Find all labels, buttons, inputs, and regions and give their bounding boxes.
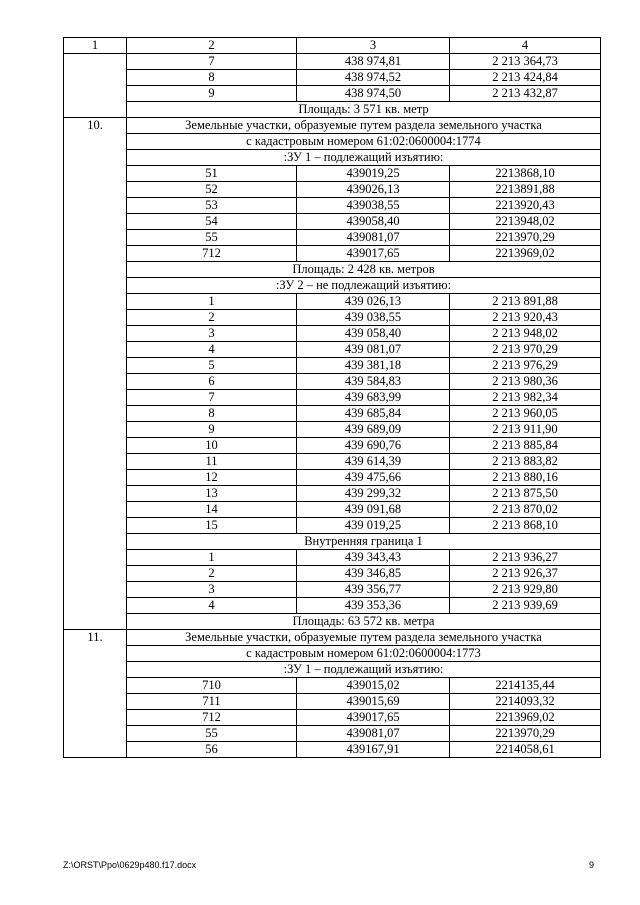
group-label: :ЗУ 2 – не подлежащий изъятию:	[127, 278, 601, 294]
section-title-line: с кадастровым номером 61:02:0600004:1774	[127, 134, 601, 150]
coordinate-x: 439019,25	[297, 166, 450, 182]
coordinate-x: 439 353,36	[297, 598, 450, 614]
coordinate-y: 2 213 920,43	[450, 310, 601, 326]
header-cell: 4	[450, 38, 601, 54]
section-title-row	[64, 630, 601, 646]
section-number: 10.	[64, 118, 127, 630]
footer-page-number: 9	[589, 860, 595, 870]
group-label-row	[64, 262, 601, 278]
coordinate-x: 439 019,25	[297, 518, 450, 534]
table-row	[64, 726, 601, 742]
coordinate-y: 2 213 980,36	[450, 374, 601, 390]
coordinate-x: 439 381,18	[297, 358, 450, 374]
group-label-row	[64, 102, 601, 118]
coordinate-y: 2214058,61	[450, 742, 601, 758]
coordinate-y: 2 213 970,29	[450, 342, 601, 358]
point-number: 9	[127, 422, 297, 438]
coordinate-x: 439017,65	[297, 246, 450, 262]
coordinate-y: 2 213 960,05	[450, 406, 601, 422]
table-row	[64, 598, 601, 614]
point-number: 5	[127, 358, 297, 374]
section-title-line: Земельные участки, образуемые путем раздела земельного участка	[127, 630, 601, 646]
coordinate-x: 438 974,52	[297, 70, 450, 86]
group-label: Площадь: 3 571 кв. метр	[127, 102, 601, 118]
table-row	[64, 246, 601, 262]
coordinate-x: 439 689,09	[297, 422, 450, 438]
point-number: 13	[127, 486, 297, 502]
coordinate-x: 439 683,99	[297, 390, 450, 406]
section-title-line: с кадастровым номером 61:02:0600004:1773	[127, 646, 601, 662]
point-number: 4	[127, 598, 297, 614]
point-number: 52	[127, 182, 297, 198]
group-label-row	[64, 150, 601, 166]
point-number: 14	[127, 502, 297, 518]
section-title-row	[64, 118, 601, 134]
table-row	[64, 470, 601, 486]
group-label-row	[64, 278, 601, 294]
coordinate-x: 439 475,66	[297, 470, 450, 486]
coordinate-x: 438 974,81	[297, 54, 450, 70]
point-number: 6	[127, 374, 297, 390]
coordinate-x: 439 058,40	[297, 326, 450, 342]
coordinate-y: 2213970,29	[450, 230, 601, 246]
table-row	[64, 182, 601, 198]
point-number: 8	[127, 70, 297, 86]
coordinate-y: 2 213 948,02	[450, 326, 601, 342]
table-row	[64, 358, 601, 374]
point-number: 7	[127, 54, 297, 70]
group-label: :ЗУ 1 – подлежащий изъятию:	[127, 662, 601, 678]
coordinate-y: 2 213 911,90	[450, 422, 601, 438]
coordinate-y: 2 213 885,84	[450, 438, 601, 454]
group-label-row	[64, 534, 601, 550]
table-row	[64, 486, 601, 502]
coordinate-y: 2213891,88	[450, 182, 601, 198]
header-cell: 3	[297, 38, 450, 54]
table-row	[64, 582, 601, 598]
section-title-row	[64, 134, 601, 150]
coordinate-x: 439058,40	[297, 214, 450, 230]
table-row	[64, 678, 601, 694]
header-cell: 2	[127, 38, 297, 54]
table-row	[64, 54, 601, 70]
table-row	[64, 166, 601, 182]
coordinate-y: 2213920,43	[450, 198, 601, 214]
point-number: 55	[127, 726, 297, 742]
coordinate-y: 2 213 939,69	[450, 598, 601, 614]
coordinate-y: 2 213 870,02	[450, 502, 601, 518]
group-label-row	[64, 662, 601, 678]
coordinates-table	[63, 37, 601, 758]
table-row	[64, 390, 601, 406]
table-row	[64, 406, 601, 422]
group-label: Внутренняя граница 1	[127, 534, 601, 550]
coordinate-x: 439 346,85	[297, 566, 450, 582]
point-number: 10	[127, 438, 297, 454]
point-number: 711	[127, 694, 297, 710]
coordinate-x: 439 299,32	[297, 486, 450, 502]
section-title-row	[64, 646, 601, 662]
coordinate-y: 2 213 929,80	[450, 582, 601, 598]
footer-file-path: Z:\ORST\Ppo\0629p480.f17.docx	[63, 860, 197, 870]
point-number: 53	[127, 198, 297, 214]
table-row	[64, 710, 601, 726]
group-label-row	[64, 614, 601, 630]
coordinate-y: 2 213 364,73	[450, 54, 601, 70]
point-number: 3	[127, 582, 297, 598]
table-row	[64, 502, 601, 518]
point-number: 51	[127, 166, 297, 182]
coordinate-y: 2214093,32	[450, 694, 601, 710]
section-title-line: Земельные участки, образуемые путем раздела земельного участка	[127, 118, 601, 134]
coordinate-x: 439 026,13	[297, 294, 450, 310]
point-number: 2	[127, 566, 297, 582]
coordinate-y: 2 213 891,88	[450, 294, 601, 310]
coordinate-x: 439167,91	[297, 742, 450, 758]
coordinate-x: 439026,13	[297, 182, 450, 198]
point-number: 4	[127, 342, 297, 358]
point-number: 7	[127, 390, 297, 406]
group-label: :ЗУ 1 – подлежащий изъятию:	[127, 150, 601, 166]
coordinate-x: 439015,02	[297, 678, 450, 694]
coordinate-y: 2 213 976,29	[450, 358, 601, 374]
coordinate-x: 439038,55	[297, 198, 450, 214]
point-number: 56	[127, 742, 297, 758]
coordinate-x: 439 081,07	[297, 342, 450, 358]
coordinate-y: 2213868,10	[450, 166, 601, 182]
group-label: Площадь: 2 428 кв. метров	[127, 262, 601, 278]
table-row	[64, 230, 601, 246]
coordinate-x: 439 584,83	[297, 374, 450, 390]
coordinate-x: 439 685,84	[297, 406, 450, 422]
coordinate-x: 439 614,39	[297, 454, 450, 470]
coordinate-y: 2213969,02	[450, 246, 601, 262]
point-number: 12	[127, 470, 297, 486]
coordinate-y: 2 213 432,87	[450, 86, 601, 102]
coordinate-y: 2 213 982,34	[450, 390, 601, 406]
point-number: 8	[127, 406, 297, 422]
coordinate-y: 2213969,02	[450, 710, 601, 726]
point-number: 712	[127, 246, 297, 262]
table-row	[64, 310, 601, 326]
table-row	[64, 326, 601, 342]
point-number: 2	[127, 310, 297, 326]
coordinate-y: 2 213 880,16	[450, 470, 601, 486]
table-row	[64, 86, 601, 102]
table-row	[64, 374, 601, 390]
group-label: Площадь: 63 572 кв. метра	[127, 614, 601, 630]
coordinate-x: 439 091,68	[297, 502, 450, 518]
coordinate-x: 439017,65	[297, 710, 450, 726]
coordinate-x: 438 974,50	[297, 86, 450, 102]
section-number	[64, 54, 127, 118]
point-number: 15	[127, 518, 297, 534]
coordinate-x: 439 343,43	[297, 550, 450, 566]
header-row	[64, 38, 601, 54]
table-row	[64, 198, 601, 214]
header-cell: 1	[64, 38, 127, 54]
coordinate-x: 439 356,77	[297, 582, 450, 598]
coordinate-y: 2 213 926,37	[450, 566, 601, 582]
point-number: 712	[127, 710, 297, 726]
coordinate-y: 2 213 868,10	[450, 518, 601, 534]
table-row	[64, 214, 601, 230]
coordinate-x: 439 038,55	[297, 310, 450, 326]
point-number: 55	[127, 230, 297, 246]
point-number: 1	[127, 294, 297, 310]
table-row	[64, 742, 601, 758]
table-row	[64, 294, 601, 310]
table-row	[64, 454, 601, 470]
coordinate-y: 2 213 875,50	[450, 486, 601, 502]
point-number: 710	[127, 678, 297, 694]
table-row	[64, 550, 601, 566]
table-row	[64, 694, 601, 710]
point-number: 11	[127, 454, 297, 470]
coordinate-y: 2 213 936,27	[450, 550, 601, 566]
table-row	[64, 518, 601, 534]
coordinate-x: 439081,07	[297, 726, 450, 742]
point-number: 9	[127, 86, 297, 102]
point-number: 1	[127, 550, 297, 566]
point-number: 54	[127, 214, 297, 230]
table-row	[64, 342, 601, 358]
coordinate-y: 2 213 883,82	[450, 454, 601, 470]
coordinate-y: 2213970,29	[450, 726, 601, 742]
point-number: 3	[127, 326, 297, 342]
table-row	[64, 438, 601, 454]
coordinate-y: 2 213 424,84	[450, 70, 601, 86]
table-row	[64, 422, 601, 438]
coordinate-y: 2214135,44	[450, 678, 601, 694]
coordinate-y: 2213948,02	[450, 214, 601, 230]
table-row	[64, 70, 601, 86]
coordinate-x: 439081,07	[297, 230, 450, 246]
coordinate-x: 439 690,76	[297, 438, 450, 454]
coordinate-x: 439015,69	[297, 694, 450, 710]
section-number: 11.	[64, 630, 127, 758]
table-row	[64, 566, 601, 582]
